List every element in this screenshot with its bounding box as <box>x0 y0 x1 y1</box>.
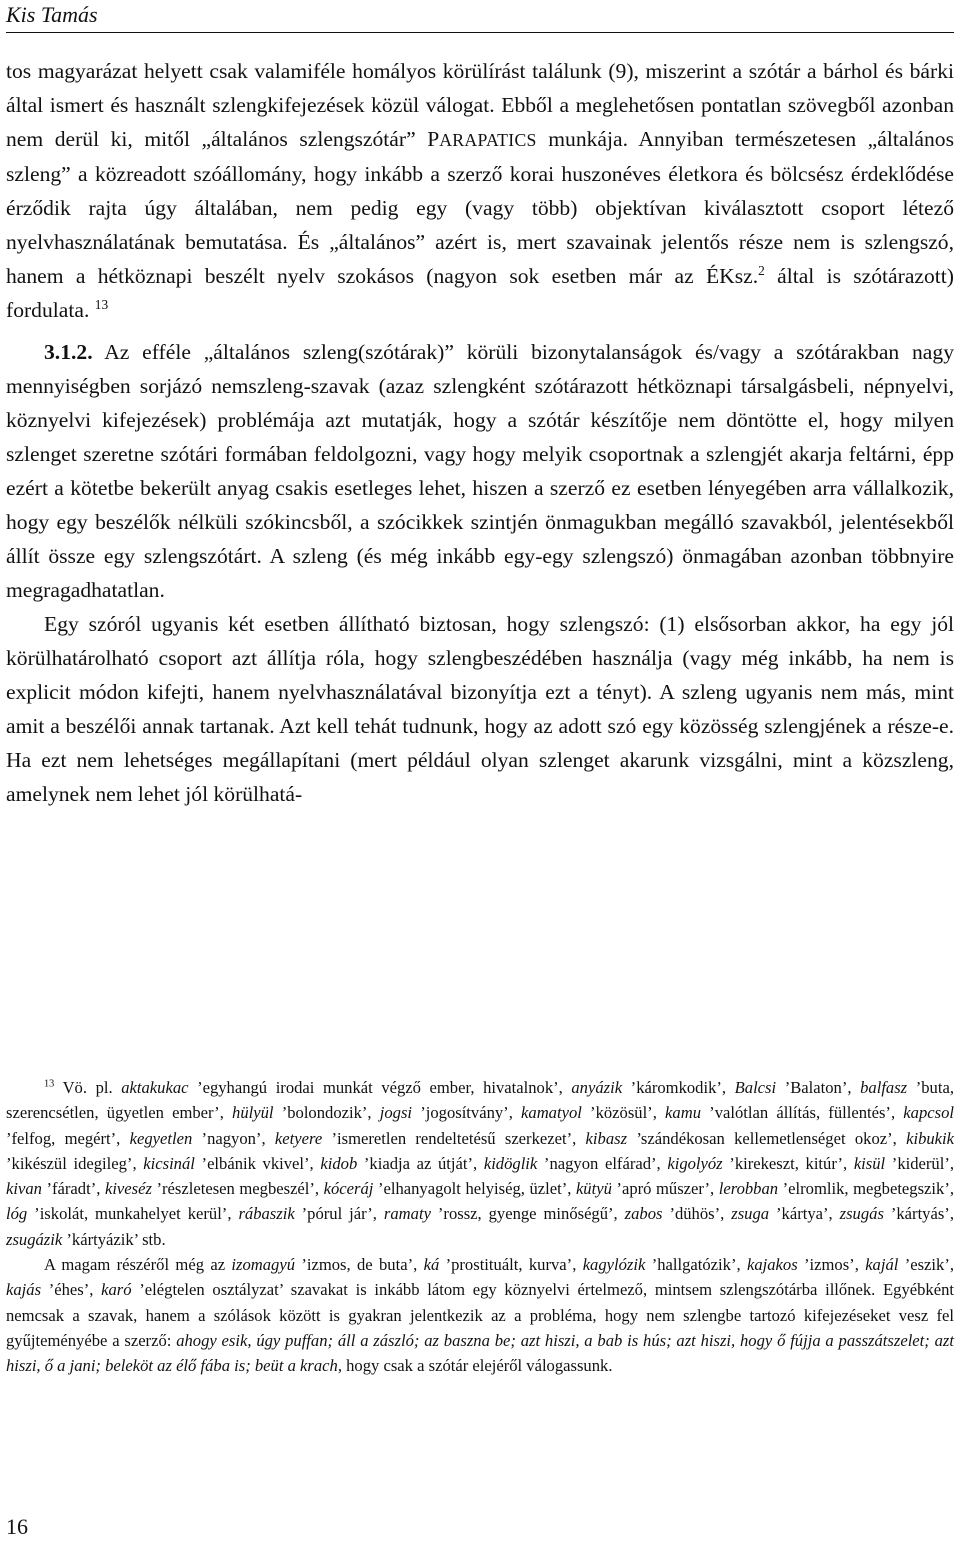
slang-term: kegyetlen <box>129 1128 193 1148</box>
footnote-segment: ’izmos’, <box>797 1255 866 1275</box>
footnote-segment: ’prostituált, kurva’, <box>439 1255 583 1275</box>
footnote-13-text <box>6 1078 954 1249</box>
footnote-segment: ’közösül’, <box>581 1103 666 1123</box>
footnote-segment: ’nagyon’, <box>192 1128 275 1148</box>
slang-term: kagylózik <box>582 1255 646 1275</box>
slang-term: kidob <box>320 1153 358 1173</box>
running-header-author: Kis Tamás <box>6 2 98 27</box>
slang-term: kamatyol <box>521 1103 582 1123</box>
paragraph-1-part-b: munkája. Annyiban természetesen „általános szleng” a közreadott szóállomány, hogy inkább a szerző korai huszonéves életkora és bölcsész érdeklődése érződik rajta úgy általában, nem pedig egy (vagy több) objektívan kiválasztott csoport létező nyelvhasználatának bemutatása. És „általános” azért is, mert szavainak jelentős része nem is szlengszó, hanem a hétköznapi beszélt nyelv szokásos (nagyon sok esetben már az ÉKsz. <box>6 127 955 288</box>
footnote-segment: ’kártya’, <box>769 1204 840 1224</box>
slang-term: ahogy esik, úgy puffan; áll a zászló; az baszna be; azt hiszi, a bab is hús; azt hiszi, hogy ő fújja a passzátszelet; azt hiszi, ő a jani; beleköt az élő fába is; beüt a krach, <box>6 1330 954 1376</box>
footnote-segment: ’részletesen megbeszél’, <box>151 1179 324 1199</box>
footnote-segment: ’kirekeszt, kitúr’, <box>722 1153 854 1173</box>
slang-term: kütyü <box>575 1179 612 1199</box>
footnote-segment: ’kikészül idegileg’, <box>6 1153 144 1173</box>
footnote-segment: ’fáradt’, <box>41 1179 105 1199</box>
footnote-segment: ’nagyon elfárad’, <box>537 1153 668 1173</box>
footnote-segment: ’ismeretlen rendeltetésű szerkezet’, <box>322 1128 586 1148</box>
slang-term: ká <box>423 1255 440 1275</box>
slang-term: aktakukac <box>121 1078 189 1097</box>
footnote-segment: ’kiderül’, <box>885 1153 955 1173</box>
section-number: 3.1.2. <box>44 340 93 364</box>
slang-term: kibasz <box>585 1128 628 1148</box>
slang-term: kiveséz <box>104 1179 152 1199</box>
footnote-segment: ’eszik’, <box>898 1255 955 1275</box>
footnote-segment: ’buta, szerencsétlen, ügyetlen ember’, <box>6 1078 954 1123</box>
slang-term: izomagyú <box>231 1255 296 1275</box>
slang-term: kivan <box>6 1179 42 1199</box>
footnote-reference-13: 13 <box>94 296 109 312</box>
page-number: 16 <box>6 1514 28 1539</box>
footnote-segment: ’valótlan állítás, füllentés’, <box>701 1103 904 1123</box>
footnote-13-continuation-text <box>6 1255 954 1375</box>
footnote-number: 13 <box>44 1078 55 1090</box>
slang-term: ketyere <box>274 1128 323 1148</box>
footnote-segment: ’Balaton’, <box>776 1078 861 1097</box>
footnote-segment: ’káromkodik’, <box>622 1078 735 1097</box>
paragraph-2 <box>6 335 954 607</box>
running-header <box>6 1 954 35</box>
footnote-segment: ’felfog, megért’, <box>6 1128 130 1148</box>
slang-term: ramaty <box>383 1204 431 1224</box>
slang-term: kóceráj <box>323 1179 374 1199</box>
paragraph-3: Egy szóról ugyanis két esetben állítható biztosan, hogy szlengszó: (1) elsősorban akkor, ha egy jól körülhatárolható csoport azt állítja róla, hogy szlengbeszédében használja (vagy még inkább, ha nem is explicit módon kifejti, hanem nyelvhasználatával bizonyítja ezt a tényt). A szleng ugyanis nem más, mint amit a beszélői annak tartanak. Azt kell tehát tudnunk, hogy az adott szó egy közösség szlengjének a része-e. Ha ezt nem lehetséges megállapítani (mert például olyan szlenget akarunk vizsgálni, mint a közszleng, amelynek nem lehet jól körülhatá- <box>6 612 954 806</box>
slang-term: kajás <box>6 1280 42 1300</box>
slang-term: zsugás <box>839 1204 884 1224</box>
footnote-segment: ’kártyázik’ stb. <box>62 1229 166 1249</box>
slang-term: jogsi <box>379 1103 413 1123</box>
footnote-segment: hogy csak a szótár elejéről válogassunk. <box>341 1356 613 1376</box>
slang-term: balfasz <box>860 1078 908 1097</box>
slang-term: kidöglik <box>483 1153 538 1173</box>
slang-term: kajál <box>865 1255 899 1275</box>
footnote-segment: ’elromlik, megbetegszik’, <box>778 1179 954 1199</box>
slang-term: kisül <box>853 1153 886 1173</box>
slang-term: kibukik <box>906 1128 955 1148</box>
footnote-13 <box>6 1075 954 1252</box>
slang-term: Balcsi <box>734 1078 777 1097</box>
slang-term: kicsinál <box>143 1153 195 1173</box>
footnote-segment: ’egyhangú irodai munkát végző ember, hivatalnok’, <box>188 1078 572 1097</box>
footnote-segment: ’rossz, gyenge minőségű’, <box>430 1204 625 1224</box>
slang-term: kapcsol <box>903 1103 954 1123</box>
footnote-segment: ’éhes’, <box>41 1280 102 1300</box>
slang-term: kamu <box>665 1103 701 1123</box>
slang-term: kajakos <box>746 1255 798 1275</box>
slang-term: zsugázik <box>6 1229 63 1249</box>
footnote-segment: ’bolondozik’, <box>273 1103 380 1123</box>
footnote-segment: ’kiadja az útját’, <box>357 1153 484 1173</box>
footnote-segment: ’elégtelen osztályzat’ szavakat is inkább látom egy köznyelvi értelmező, mintsem szlengszótárba illőnek. Egyébként nemcsak a szavak, hanem a szólások között is gyakran jelentkezik az a probléma, hogy nem szlengbe tartozó kifejezéseket vesz fel gyűjteményébe a szerző: <box>6 1280 954 1350</box>
footnote-segment: ’hallgatózik’, <box>645 1255 747 1275</box>
footnote-segment: ’kártyás’, <box>883 1204 954 1224</box>
main-text <box>6 54 954 811</box>
slang-term: karó <box>101 1280 132 1300</box>
footnote-segment: ’iskolát, munkahelyet kerül’, <box>27 1204 239 1224</box>
footnote-segment: ’izmos, de buta’, <box>295 1255 424 1275</box>
footnotes <box>6 1075 954 1379</box>
slang-term: kigolyóz <box>667 1153 723 1173</box>
slang-term: hülyül <box>232 1103 274 1123</box>
author-name-smallcaps: ARAPATICS <box>439 130 537 150</box>
slang-term: zabos <box>624 1204 663 1224</box>
reference-superscript: 2 <box>758 262 765 278</box>
footnote-segment: A magam részéről még az <box>44 1255 232 1275</box>
slang-term: zsuga <box>731 1204 770 1224</box>
footnote-segment: Vö. pl. <box>54 1078 122 1097</box>
slang-term: lóg <box>6 1204 28 1224</box>
slang-term: rábaszik <box>238 1204 295 1224</box>
paragraph-2-text: Az efféle „általános szleng(szótárak)” körüli bizonytalanságok és/vagy a szótárakban nagy mennyiségben sorjázó nemszleng-szavak (azaz szlengként szótárazott hétköznapi társalgásbeli, népnyelvi, köznyelvi kifejezések) problémája azt mutatják, hogy a szótár készítője nem döntötte el, hogy milyen szlenget szeretne szótári formában feldolgozni, vagy hogy melyik csoportnak a szlengjét akarja feltárni, épp ezért a kötetbe bekerült anyag csakis esetleges lehet, hiszen a szerző ez esetben lényegében arra vállalkozik, hogy egy beszélők nélküli szókincsből, a szócikkek szintjén önmagukban megálló szavakból, jelentésekből állít össze egy szlengszótárt. A szleng (és még inkább egy-egy szlengszó) önmagában azonban többnyire megragadhatatlan. <box>6 340 954 602</box>
slang-term: anyázik <box>571 1078 623 1097</box>
footnote-segment: ’dühös’, <box>662 1204 732 1224</box>
footnote-segment: ’jogosítvány’, <box>412 1103 522 1123</box>
footnote-segment: ’elbánik vkivel’, <box>194 1153 321 1173</box>
footnote-segment: ’elhanyagolt helyiség, üzlet’, <box>373 1179 576 1199</box>
paragraph-1-part-c: által is szótárazott) fordulata. <box>6 264 954 322</box>
footnote-13-continuation <box>6 1252 954 1378</box>
header-rule <box>6 32 954 33</box>
paragraph-1 <box>6 54 954 327</box>
slang-term: lerobban <box>718 1179 779 1199</box>
footnote-segment: ’pórul jár’, <box>294 1204 384 1224</box>
paragraph-1-part-a: tos magyarázat helyett csak valamiféle homályos körülírást találunk (9), miszerint a szótár a bárhol és bárki által ismert és használt szlengkifejezések közül válogat. Ebből a meglehetősen pontatlan szövegből azonban nem derül ki, mitől „általános szlengszótár” P <box>6 59 954 151</box>
footnote-segment: ’apró műszer’, <box>611 1179 719 1199</box>
footnote-segment: ’szándékosan kellemetlenséget okoz’, <box>627 1128 907 1148</box>
